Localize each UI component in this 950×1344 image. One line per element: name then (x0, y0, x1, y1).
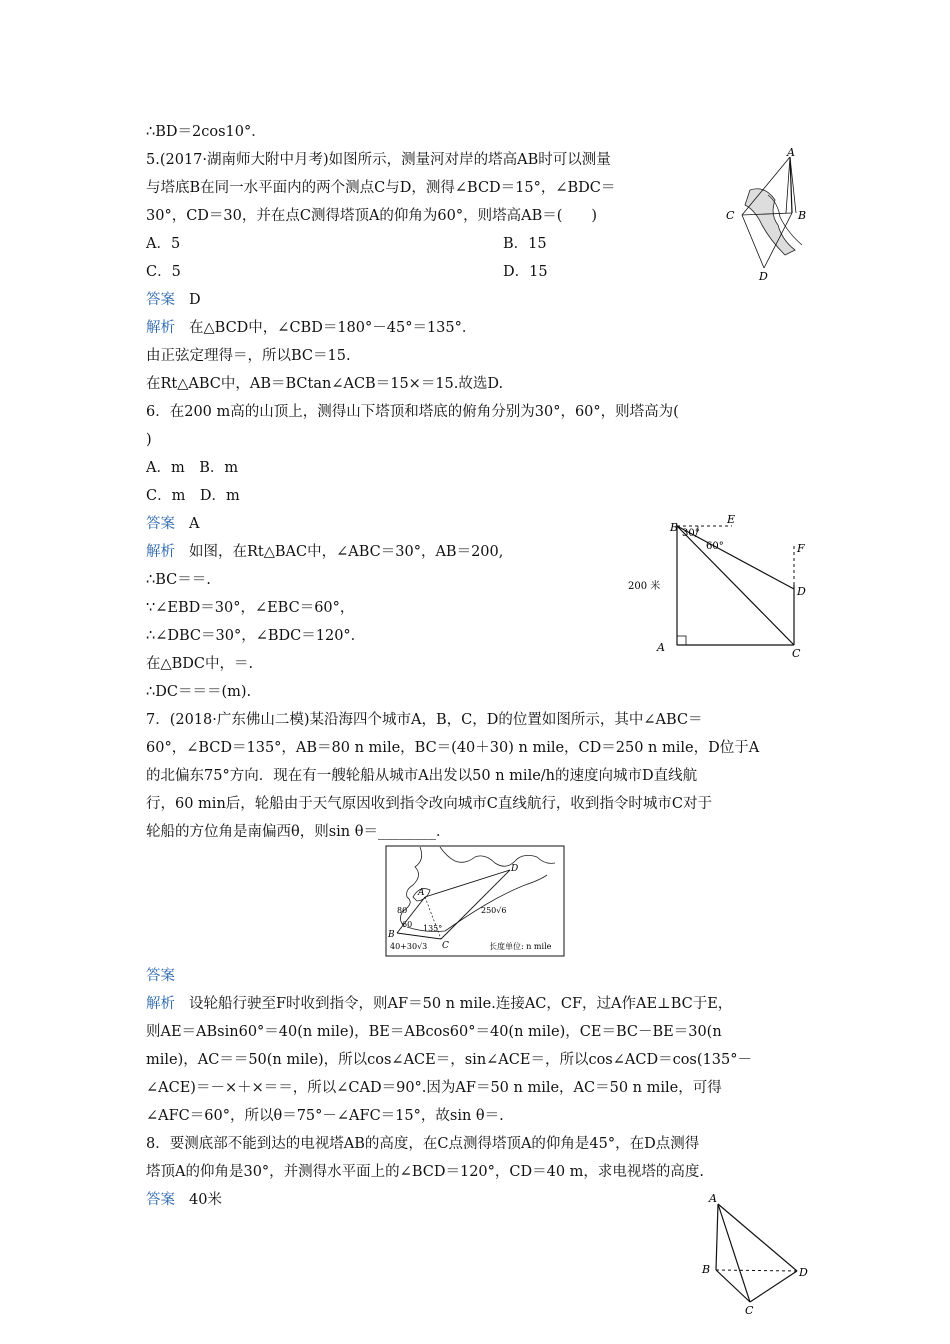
q7-stem: 行，60 min后，轮船由于天气原因收到指令改向城市C直线航行，收到指令时城市C对于 (146, 796, 712, 812)
q5-stem: 30°，CD＝30，并在点C测得塔顶A的仰角为60°，则塔高AB＝( ) (146, 208, 598, 224)
point-label: D (511, 864, 519, 874)
answer-value: A (189, 516, 200, 532)
point-label: C (726, 209, 735, 222)
q6-solution: ∴BC＝＝. (146, 572, 211, 588)
q5-answer (146, 290, 201, 310)
height-label: 200 米 (628, 581, 661, 592)
q7-solution: 则AE＝ABsin60°＝40(n mile)，BE＝ABcos60°＝40(n mile)，CE＝BC－BE＝30(n (146, 1024, 722, 1040)
q5-option-b: B．15 (503, 236, 547, 252)
q6-solution (146, 542, 503, 562)
q5-solution: 由正弦定理得＝，所以BC＝15. (146, 348, 351, 364)
length-label: 80 (397, 906, 408, 915)
q6-figure (620, 505, 820, 665)
q5-option-d: D．15 (503, 264, 548, 280)
point-label: A (787, 146, 795, 159)
answer-label: 答案 (146, 968, 175, 984)
answer-value: D (189, 292, 201, 308)
point-label: F (797, 542, 805, 555)
q7-solution: ∠AFC＝60°，所以θ＝75°－∠AFC＝15°，故sin θ＝. (146, 1108, 504, 1124)
point-label: B (798, 209, 807, 222)
point-label: D (797, 585, 806, 598)
q8-figure (700, 1190, 820, 1315)
point-label: C (745, 1304, 754, 1315)
angle-label: 135° (423, 924, 443, 933)
q6-solution: ∴∠DBC＝30°，∠BDC＝120°． (146, 628, 366, 644)
q5-solution (146, 318, 476, 338)
solution-text: 设轮船行驶至F时收到指令，则AF＝50 n mile.连接AC，CF，过A作AE⊥BC于E， (189, 996, 733, 1012)
angle-label: 30° (682, 528, 700, 539)
q7-stem: 轮船的方位角是南偏西θ，则sin θ＝________． (146, 824, 451, 840)
answer-label: 答案 (146, 292, 175, 308)
q8-stem: 塔顶A的仰角是30°，并测得水平面上的∠BCD＝120°，CD＝40 m，求电视塔的高度. (146, 1164, 705, 1180)
q6-solution: 在△BDC中，＝. (146, 656, 254, 672)
answer-value: 40米 (189, 1192, 222, 1208)
q5-solution: 在Rt△ABC中，AB＝BCtan∠ACB＝15×＝15.故选D. (146, 376, 504, 392)
unit-label: 长度单位: n mile (489, 942, 552, 951)
q6-answer (146, 514, 199, 534)
point-label: D (759, 270, 768, 283)
q6-solution: ∴DC＝＝＝(m). (146, 684, 252, 700)
solution-label: 解析 (146, 544, 175, 560)
q7-solution (146, 994, 732, 1014)
q5-option-a: A．5 (146, 236, 181, 252)
q5-figure (720, 145, 820, 285)
q5-stem: 5.(2017·湖南师大附中月考)如图所示，测量河对岸的塔高AB时可以测量 (146, 152, 611, 168)
point-label: B (388, 930, 395, 940)
q6-solution: ∵∠EBD＝30°，∠EBC＝60°， (146, 600, 355, 616)
point-label: B (670, 521, 679, 534)
q8-stem: 8．要测底部不能到达的电视塔AB的高度，在C点测得塔顶A的仰角是45°，在D点测得 (146, 1136, 700, 1152)
q6-stem: 6．在200 m高的山顶上，测得山下塔顶和塔底的俯角分别为30°，60°，则塔高为( (146, 404, 679, 420)
point-label: C (442, 941, 449, 951)
q7-answer (146, 966, 189, 986)
angle-label: 60 (402, 920, 413, 929)
solution-label: 解析 (146, 320, 175, 336)
solution-label: 解析 (146, 996, 175, 1012)
solution-text: 在△BCD中，∠CBD＝180°－45°＝135°． (189, 320, 477, 336)
q7-stem: 的北偏东75°方向．现在有一艘轮船从城市A出发以50 n mile/h的速度向城市D直线航 (146, 768, 698, 784)
text-line: ∴BD＝2cos10°． (146, 124, 266, 140)
answer-label: 答案 (146, 1192, 175, 1208)
q6-stem: ) (146, 432, 152, 448)
q8-answer (146, 1190, 222, 1210)
solution-text: 如图，在Rt△BAC中，∠ABC＝30°，AB＝200, (189, 544, 504, 560)
point-label: A (418, 888, 425, 898)
length-label: 250√6 (481, 906, 507, 915)
point-label: A (709, 1192, 717, 1205)
q7-figure (385, 845, 565, 957)
point-label: B (702, 1263, 711, 1276)
q5-option-c: C．5 (146, 264, 181, 280)
point-label: A (657, 641, 665, 654)
q7-solution: ∠ACE)＝－×＋×＝＝，所以∠CAD＝90°.因为AF＝50 n mile，AC＝50 n mile，可得 (146, 1080, 722, 1096)
q6-options: C．m D．m (146, 488, 240, 504)
answer-label: 答案 (146, 516, 175, 532)
q7-stem: 7．(2018·广东佛山二模)某沿海四个城市A，B，C，D的位置如图所示，其中∠ABC＝ (146, 712, 703, 728)
q7-stem: 60°，∠BCD＝135°，AB＝80 n mile，BC＝(40＋30) n mile，CD＝250 n mile，D位于A (146, 740, 760, 756)
q5-stem: 与塔底B在同一水平面内的两个测点C与D，测得∠BCD＝15°，∠BDC＝ (146, 180, 616, 196)
angle-label: 60° (706, 541, 724, 552)
point-label: E (727, 513, 736, 526)
point-label: D (799, 1266, 808, 1279)
q7-solution: mile)，AC＝＝50(n mile)，所以cos∠ACE＝，sin∠ACE＝，所以cos∠ACD＝cos(135°－ (146, 1052, 752, 1068)
length-label: 40+30√3 (390, 942, 428, 951)
q6-options: A．m B．m (146, 460, 239, 476)
point-label: C (792, 647, 801, 660)
